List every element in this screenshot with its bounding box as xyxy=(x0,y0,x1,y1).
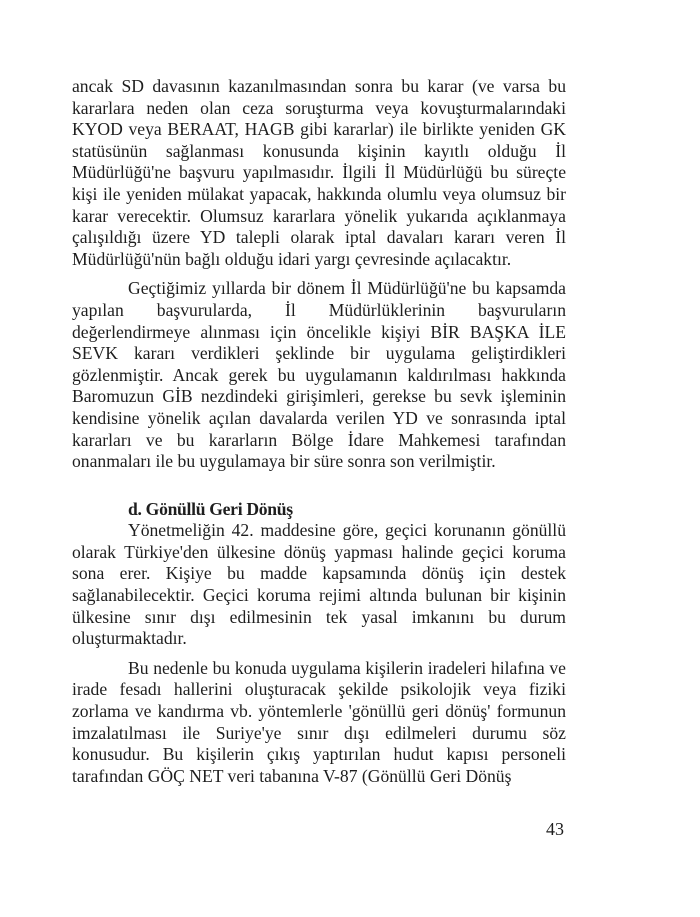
paragraph-forced-return-practice: Bu nedenle bu konuda uygulama kişilerin iradeleri hilafına ve irade fesadı hallerini oluşturacak şekilde psikolojik veya fiziki zorlama ve kandırma vb. yöntemlerle 'gönüllü geri dönüş' formunun imzalatılması ile Suriye'ye sınır dışı edilmeleri durumu söz konusudur. Bu kişilerin çıkış yaptırılan hudut kapısı personeli tarafından GÖÇ NET veri tabanına V-87 (Gönüllü Geri Dönüş xyxy=(72,657,566,786)
paragraph-previous-practice: Geçtiğimiz yıllarda bir dönem İl Müdürlüğü'ne bu kapsamda yapılan başvurularda, İl Müdürlüklerinin başvuruların değerlendirmeye alınması için öncelikle kişiyi BİR BAŞKA İLE SEVK kararı verdikleri şeklinde bir uygulama geliştirdikleri gözlenmiştir. Ancak gerek bu uygulamanın kaldırılması hakkında Baromuzun GİB nezdindeki girişimleri, gerekse bu sevk işleminin kendisine yönelik açılan davalarda verilen YD ve sonrasında iptal kararları ve bu kararların Bölge İdare Mahkemesi tarafından onanmaları ile bu uygulamaya bir süre sonra son verilmiştir. xyxy=(72,278,566,472)
page-number: 43 xyxy=(546,819,564,839)
document-page-body xyxy=(72,76,566,787)
paragraph-continuation: ancak SD davasının kazanılmasından sonra bu karar (ve varsa bu kararlara neden olan ceza soruşturma veya kovuşturmalarındaki KYOD veya BERAAT, HAGB gibi kararlar) ile birlikte yeniden GK statüsünün sağlanması konusunda kişinin kayıtlı olduğu İl Müdürlüğü'ne başvuru yapılmasıdır. İlgili İl Müdürlüğü bu süreçte kişi ile yeniden mülakat yapacak, hakkında olumlu veya olumsuz bir karar verecektir. Olumsuz kararlara yönelik yukarıda açıklanmaya çalışıldığı üzere YD talepli olarak iptal davaları kararı veren İl Müdürlüğü'nün bağlı olduğu idari yargı çevresinde açılacaktır. xyxy=(72,76,566,269)
section-heading-voluntary-return: d. Gönüllü Geri Dönüş xyxy=(128,498,293,519)
paragraph-regulation-article-42: Yönetmeliğin 42. maddesine göre, geçici korunanın gönüllü olarak Türkiye'den ülkesine dönüş yapması halinde geçici koruma sona erer. Kişiye bu madde kapsamında dönüş için destek sağlanabilecektir. Geçici koruma rejimi altında bulunan bir kişinin ülkesine sınır dışı edilmesinin tek yasal imkanını bu durum oluşturmaktadır. xyxy=(72,520,566,649)
